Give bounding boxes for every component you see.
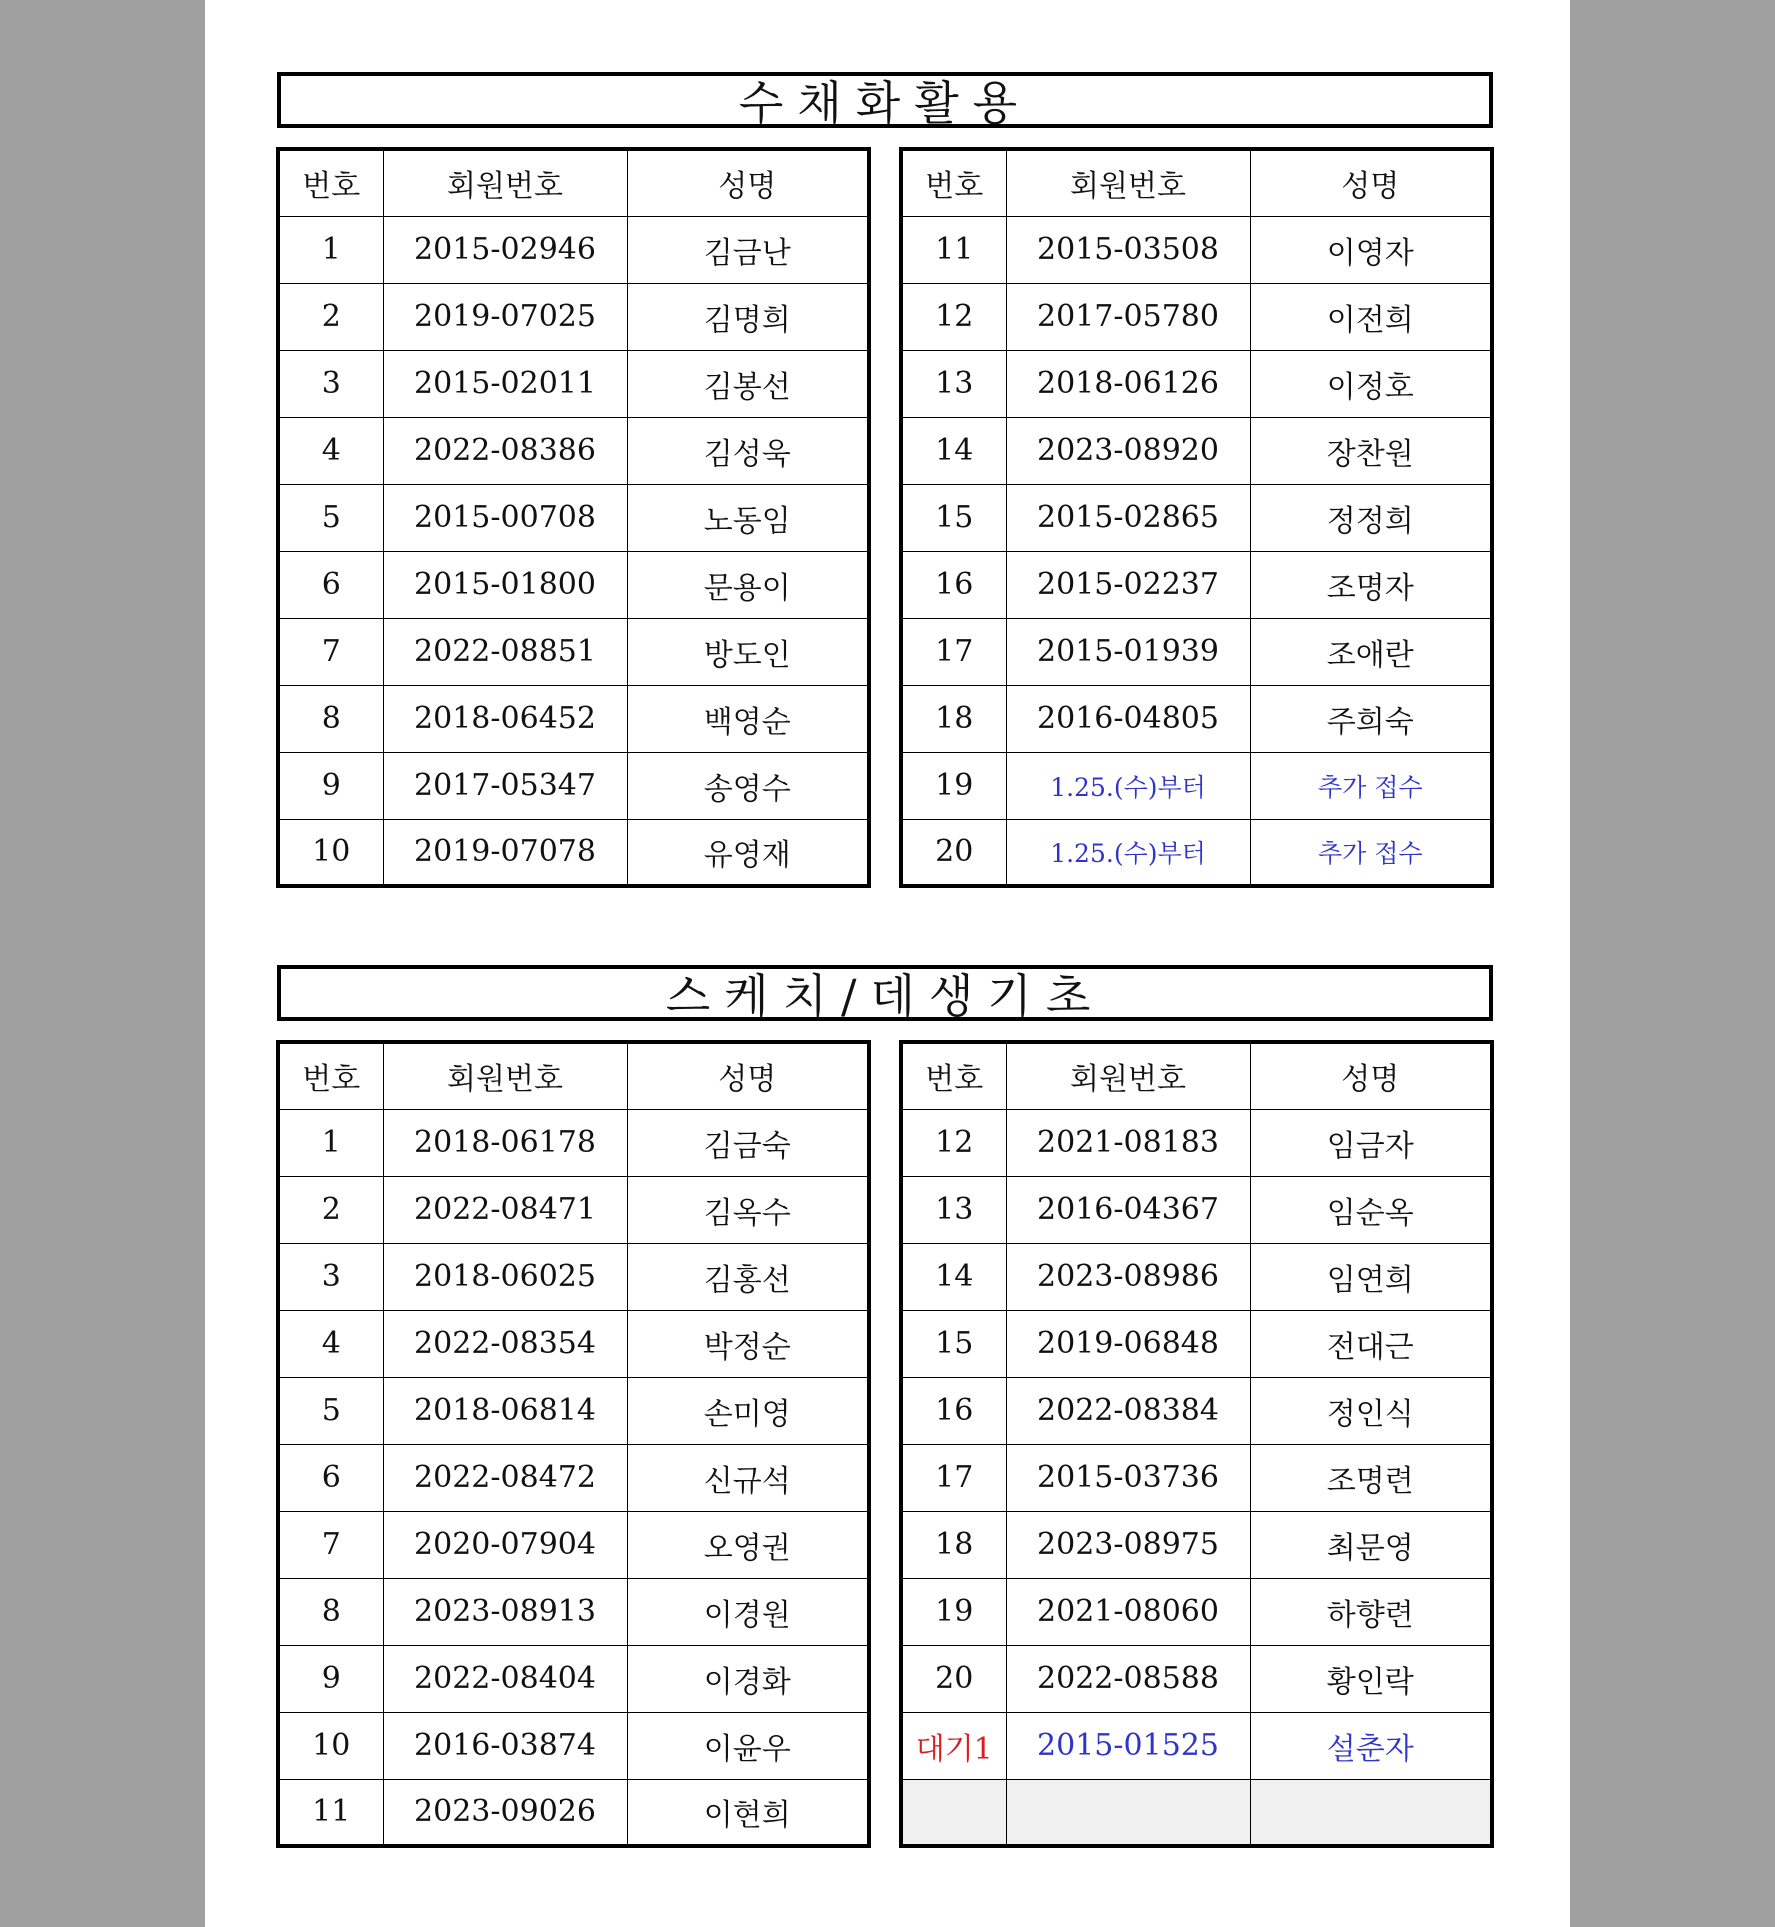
header-name: 성명: [1250, 1042, 1492, 1109]
cell-name: 추가 접수: [1250, 752, 1492, 819]
table-row: [901, 618, 1492, 685]
cell-member-id: 2022-08404: [383, 1645, 627, 1712]
cell-member-id: 2023-09026: [383, 1779, 627, 1846]
section1-left-table: [276, 147, 871, 888]
cell-number: 10: [278, 819, 383, 886]
cell-number: 11: [901, 216, 1006, 283]
table-row: [901, 1377, 1492, 1444]
cell-name: 문용이: [627, 551, 869, 618]
table-row: [278, 685, 869, 752]
cell-number: 2: [278, 1176, 383, 1243]
cell-name: 신규석: [627, 1444, 869, 1511]
header-member-id: 회원번호: [383, 1042, 627, 1109]
cell-name: 임금자: [1250, 1109, 1492, 1176]
cell-name: 백영순: [627, 685, 869, 752]
header-member-id: 회원번호: [1006, 149, 1250, 216]
table-row: [278, 1712, 869, 1779]
cell-name: 김금난: [627, 216, 869, 283]
cell-name: 이영자: [1250, 216, 1492, 283]
cell-number: 6: [278, 551, 383, 618]
cell-number: 5: [278, 1377, 383, 1444]
cell-name: 최문영: [1250, 1511, 1492, 1578]
cell-member-id: 2022-08384: [1006, 1377, 1250, 1444]
cell-name: 이윤우: [627, 1712, 869, 1779]
cell-number: 4: [278, 417, 383, 484]
cell-name: 전대근: [1250, 1310, 1492, 1377]
cell-name: 이현희: [627, 1779, 869, 1846]
table-row: [278, 350, 869, 417]
cell-member-id: 2022-08386: [383, 417, 627, 484]
cell-member-id: 2016-04367: [1006, 1176, 1250, 1243]
cell-name: 주희숙: [1250, 685, 1492, 752]
cell-number: 9: [278, 752, 383, 819]
cell-number: 7: [278, 1511, 383, 1578]
cell-number: 20: [901, 819, 1006, 886]
cell-number: 6: [278, 1444, 383, 1511]
cell-number: 13: [901, 1176, 1006, 1243]
table-row: [278, 417, 869, 484]
cell-member-id: 2019-07078: [383, 819, 627, 886]
cell-name: 송영수: [627, 752, 869, 819]
cell-number: 4: [278, 1310, 383, 1377]
cell-member-id: 2016-03874: [383, 1712, 627, 1779]
cell-member-id: 2015-02011: [383, 350, 627, 417]
cell-member-id: 2021-08060: [1006, 1578, 1250, 1645]
cell-number: 8: [278, 1578, 383, 1645]
cell-member-id: 2022-08472: [383, 1444, 627, 1511]
table-row: [901, 1779, 1492, 1846]
cell-member-id: 2015-02865: [1006, 484, 1250, 551]
table-row: [278, 618, 869, 685]
table-row: [901, 350, 1492, 417]
cell-member-id: 2022-08354: [383, 1310, 627, 1377]
section2-left-table: [276, 1040, 871, 1848]
table-row: [901, 1243, 1492, 1310]
cell-number: 18: [901, 1511, 1006, 1578]
section1-right-table: [899, 147, 1494, 888]
cell-name: 황인락: [1250, 1645, 1492, 1712]
cell-member-id: 2018-06025: [383, 1243, 627, 1310]
header-name: 성명: [627, 1042, 869, 1109]
table-row: [901, 1712, 1492, 1779]
cell-member-id: 2015-02946: [383, 216, 627, 283]
cell-number: 16: [901, 1377, 1006, 1444]
table-row: [278, 1176, 869, 1243]
cell-number: 18: [901, 685, 1006, 752]
cell-name: 이전희: [1250, 283, 1492, 350]
table-row: [278, 551, 869, 618]
cell-number: 대기1: [901, 1712, 1006, 1779]
cell-name: 김성욱: [627, 417, 869, 484]
cell-member-id: 2015-03736: [1006, 1444, 1250, 1511]
cell-member-id: 2018-06452: [383, 685, 627, 752]
cell-number: 2: [278, 283, 383, 350]
cell-name: 이정호: [1250, 350, 1492, 417]
cell-name: 유영재: [627, 819, 869, 886]
cell-name: 손미영: [627, 1377, 869, 1444]
cell-name: 하향련: [1250, 1578, 1492, 1645]
table-row: [901, 551, 1492, 618]
cell-member-id: 2018-06178: [383, 1109, 627, 1176]
cell-member-id: 2015-02237: [1006, 551, 1250, 618]
cell-number: 14: [901, 1243, 1006, 1310]
table-row: [278, 752, 869, 819]
table-row: [278, 1243, 869, 1310]
cell-name: 정인식: [1250, 1377, 1492, 1444]
table-row: [901, 216, 1492, 283]
cell-number: [901, 1779, 1006, 1846]
table-row: [901, 685, 1492, 752]
cell-member-id: 1.25.(수)부터: [1006, 752, 1250, 819]
cell-member-id: 2023-08975: [1006, 1511, 1250, 1578]
table-row: [278, 216, 869, 283]
table-row: [901, 484, 1492, 551]
table-row: [901, 1310, 1492, 1377]
cell-name: 김홍선: [627, 1243, 869, 1310]
cell-member-id: 2015-03508: [1006, 216, 1250, 283]
table-row: [278, 1377, 869, 1444]
header-number: 번호: [901, 149, 1006, 216]
cell-number: 3: [278, 350, 383, 417]
cell-number: 19: [901, 752, 1006, 819]
cell-member-id: 2017-05780: [1006, 283, 1250, 350]
table-row: [278, 1109, 869, 1176]
cell-name: 조명련: [1250, 1444, 1492, 1511]
header-name: 성명: [627, 149, 869, 216]
section2-right-table: [899, 1040, 1494, 1848]
cell-member-id: 2023-08986: [1006, 1243, 1250, 1310]
header-row: [901, 149, 1492, 216]
cell-name: 조애란: [1250, 618, 1492, 685]
cell-member-id: 2022-08471: [383, 1176, 627, 1243]
table-row: [901, 752, 1492, 819]
header-number: 번호: [901, 1042, 1006, 1109]
table-row: [901, 283, 1492, 350]
section1-title: 수채화활용: [277, 72, 1493, 128]
table-row: [278, 1511, 869, 1578]
cell-name: 김옥수: [627, 1176, 869, 1243]
table-row: [901, 1444, 1492, 1511]
cell-member-id: 2023-08920: [1006, 417, 1250, 484]
header-number: 번호: [278, 149, 383, 216]
cell-name: 박정순: [627, 1310, 869, 1377]
table-row: [278, 1310, 869, 1377]
cell-name: 노동임: [627, 484, 869, 551]
header-row: [901, 1042, 1492, 1109]
cell-name: 임순옥: [1250, 1176, 1492, 1243]
table-row: [278, 1779, 869, 1846]
document-page: [205, 0, 1570, 1927]
cell-member-id: 2022-08851: [383, 618, 627, 685]
cell-number: 8: [278, 685, 383, 752]
table-row: [901, 1578, 1492, 1645]
cell-member-id: 2022-08588: [1006, 1645, 1250, 1712]
table-row: [901, 417, 1492, 484]
cell-number: 1: [278, 1109, 383, 1176]
cell-member-id: [1006, 1779, 1250, 1846]
cell-number: 17: [901, 1444, 1006, 1511]
cell-number: 13: [901, 350, 1006, 417]
cell-number: 3: [278, 1243, 383, 1310]
cell-member-id: 2019-06848: [1006, 1310, 1250, 1377]
cell-member-id: 2021-08183: [1006, 1109, 1250, 1176]
header-row: [278, 149, 869, 216]
cell-name: 방도인: [627, 618, 869, 685]
section2-title: 스케치/데생기초: [277, 965, 1493, 1021]
cell-number: 17: [901, 618, 1006, 685]
header-row: [278, 1042, 869, 1109]
cell-number: 9: [278, 1645, 383, 1712]
cell-name: 오영권: [627, 1511, 869, 1578]
cell-member-id: 2015-01800: [383, 551, 627, 618]
cell-member-id: 2017-05347: [383, 752, 627, 819]
cell-member-id: 1.25.(수)부터: [1006, 819, 1250, 886]
cell-name: 이경원: [627, 1578, 869, 1645]
cell-member-id: 2018-06814: [383, 1377, 627, 1444]
cell-number: 15: [901, 1310, 1006, 1377]
table-row: [278, 1645, 869, 1712]
cell-name: 장찬원: [1250, 417, 1492, 484]
cell-name: 설춘자: [1250, 1712, 1492, 1779]
cell-number: 10: [278, 1712, 383, 1779]
cell-member-id: 2019-07025: [383, 283, 627, 350]
header-member-id: 회원번호: [1006, 1042, 1250, 1109]
cell-number: 1: [278, 216, 383, 283]
cell-name: 김금숙: [627, 1109, 869, 1176]
table-row: [278, 484, 869, 551]
cell-number: 14: [901, 417, 1006, 484]
cell-number: 20: [901, 1645, 1006, 1712]
cell-member-id: 2018-06126: [1006, 350, 1250, 417]
cell-name: 김명희: [627, 283, 869, 350]
cell-member-id: 2023-08913: [383, 1578, 627, 1645]
cell-member-id: 2015-01525: [1006, 1712, 1250, 1779]
table-row: [278, 1444, 869, 1511]
table-row: [901, 1109, 1492, 1176]
cell-name: 추가 접수: [1250, 819, 1492, 886]
cell-name: 정정희: [1250, 484, 1492, 551]
table-row: [901, 1176, 1492, 1243]
table-row: [901, 1511, 1492, 1578]
cell-member-id: 2015-00708: [383, 484, 627, 551]
cell-name: 임연희: [1250, 1243, 1492, 1310]
cell-number: 12: [901, 1109, 1006, 1176]
header-member-id: 회원번호: [383, 149, 627, 216]
cell-number: 7: [278, 618, 383, 685]
cell-name: 김봉선: [627, 350, 869, 417]
table-row: [901, 1645, 1492, 1712]
table-row: [278, 283, 869, 350]
cell-member-id: 2020-07904: [383, 1511, 627, 1578]
header-number: 번호: [278, 1042, 383, 1109]
cell-number: 19: [901, 1578, 1006, 1645]
header-name: 성명: [1250, 149, 1492, 216]
cell-name: 이경화: [627, 1645, 869, 1712]
cell-name: 조명자: [1250, 551, 1492, 618]
cell-number: 5: [278, 484, 383, 551]
cell-member-id: 2016-04805: [1006, 685, 1250, 752]
table-row: [278, 819, 869, 886]
cell-member-id: 2015-01939: [1006, 618, 1250, 685]
table-row: [901, 819, 1492, 886]
cell-name: [1250, 1779, 1492, 1846]
cell-number: 15: [901, 484, 1006, 551]
cell-number: 11: [278, 1779, 383, 1846]
cell-number: 12: [901, 283, 1006, 350]
table-row: [278, 1578, 869, 1645]
cell-number: 16: [901, 551, 1006, 618]
